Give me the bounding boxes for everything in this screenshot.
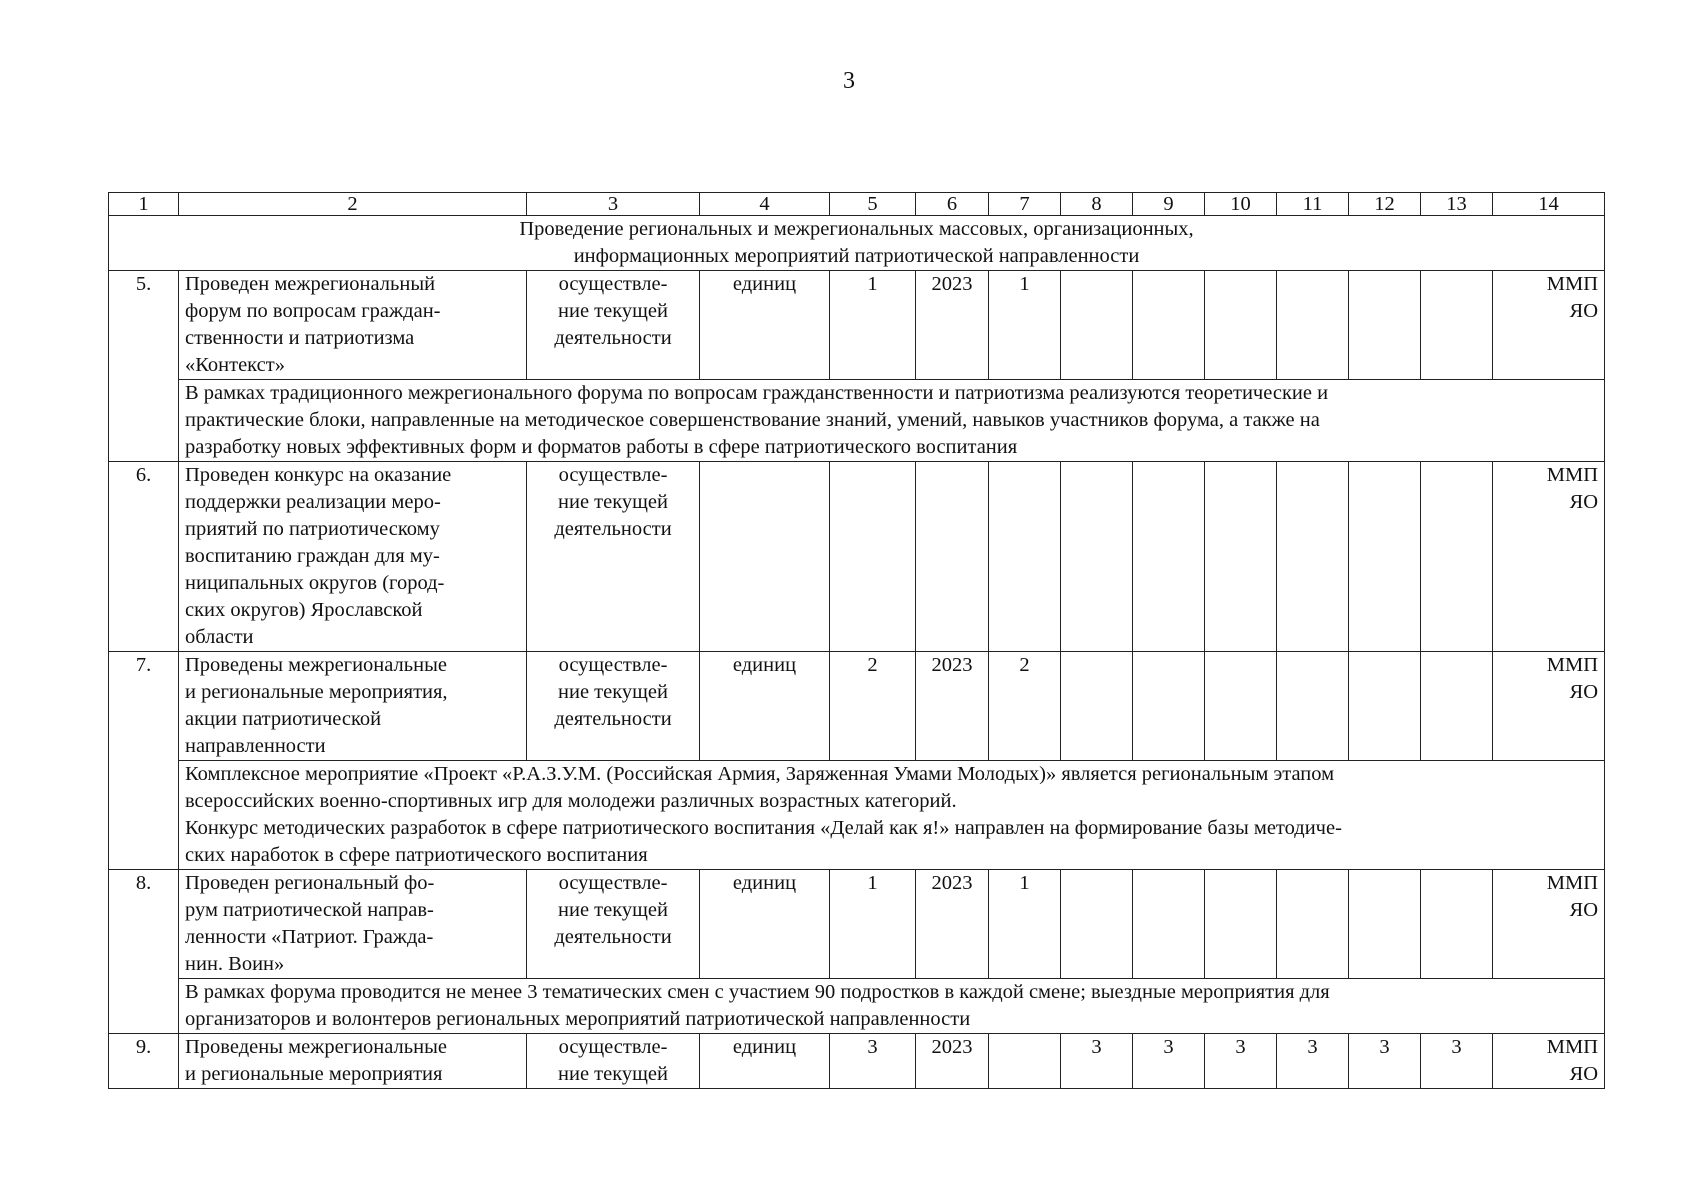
indicators-table: [108, 192, 1605, 1089]
value-c12: [1349, 652, 1421, 761]
indicator-name-line: Проведены межрегиональные: [185, 654, 447, 676]
value-c7: [989, 1034, 1061, 1089]
indicator-name-line: форум по вопросам граждан-: [185, 300, 441, 322]
indicator-name-line: ских округов) Ярославской: [185, 599, 423, 621]
indicator-name-line: области: [185, 626, 254, 648]
section-title-line: Проведение региональных и межрегиональных массовых, организационных,: [519, 218, 1194, 240]
header-cell-8: 8: [1061, 193, 1133, 216]
value-c12: 3: [1349, 1034, 1421, 1089]
responsible: [1493, 652, 1605, 761]
responsible-line: ММП: [1546, 1036, 1598, 1058]
row-note-line: практические блоки, направленные на методическое совершенствование знаний, умений, навыков участников форума, а также на: [185, 409, 1320, 431]
indicator-name-line: ственности и патриотизма: [185, 327, 415, 349]
row-note-line: Комплексное мероприятие «Проект «Р.А.З.У.М. (Российская Армия, Заряженная Умами Молодых)» является региональным этапом: [185, 763, 1335, 785]
indicator-name-line: Проведен региональный фо-: [185, 872, 435, 894]
value-c5: [830, 462, 916, 652]
unit: единиц: [700, 1034, 830, 1089]
indicator-name-line: Проведены межрегиональные: [185, 1036, 447, 1058]
value-c5: 1: [830, 870, 916, 979]
funding-source-line: осуществле-: [558, 273, 668, 295]
indicator-name: [179, 271, 527, 380]
funding-source-line: ние текущей: [558, 300, 668, 322]
value-c5: 1: [830, 271, 916, 380]
page-number: 3: [843, 68, 855, 94]
value-c8: [1061, 652, 1133, 761]
table-row: [109, 870, 1605, 979]
header-row: [109, 193, 1605, 216]
funding-source-line: осуществле-: [558, 654, 668, 676]
value-c13: [1421, 462, 1493, 652]
section-row: [109, 216, 1605, 271]
row-note: [179, 761, 1605, 870]
responsible: [1493, 271, 1605, 380]
value-c9: [1133, 271, 1205, 380]
value-c12: [1349, 271, 1421, 380]
responsible-line: ММП: [1546, 872, 1598, 894]
unit: [700, 462, 830, 652]
value-c6: 2023: [916, 652, 989, 761]
responsible: [1493, 462, 1605, 652]
value-c11: [1277, 462, 1349, 652]
row-note: [179, 380, 1605, 462]
indicator-name-line: Проведен конкурс на оказание: [185, 464, 452, 486]
unit: единиц: [700, 652, 830, 761]
value-c9: [1133, 652, 1205, 761]
funding-source: [527, 462, 700, 652]
header-cell-7: 7: [989, 193, 1061, 216]
header-cell-14: 14: [1493, 193, 1605, 216]
row-note-line: ских наработок в сфере патриотического воспитания: [185, 844, 648, 866]
value-c6: [916, 462, 989, 652]
value-c13: [1421, 652, 1493, 761]
indicator-name-line: поддержки реализации меро-: [185, 491, 441, 513]
header-cell-10: 10: [1205, 193, 1277, 216]
funding-source-line: ние текущей: [558, 1063, 668, 1085]
value-c8: [1061, 462, 1133, 652]
funding-source: [527, 1034, 700, 1089]
indicator-name: [179, 870, 527, 979]
row-note-line: разработку новых эффективных форм и форматов работы в сфере патриотического воспитания: [185, 436, 1018, 458]
row-note-line: организаторов и волонтеров региональных мероприятий патриотической направленности: [185, 1008, 971, 1030]
indicator-name-line: ленности «Патриот. Гражда-: [185, 926, 434, 948]
value-c13: 3: [1421, 1034, 1493, 1089]
value-c13: [1421, 271, 1493, 380]
indicator-name-line: нин. Воин»: [185, 953, 285, 975]
indicator-name-line: и региональные мероприятия: [185, 1063, 443, 1085]
funding-source-line: деятельности: [554, 708, 672, 730]
value-c8: [1061, 870, 1133, 979]
header-cell-12: 12: [1349, 193, 1421, 216]
indicator-name-line: акции патриотической: [185, 708, 382, 730]
header-cell-1: 1: [109, 193, 179, 216]
funding-source: [527, 652, 700, 761]
responsible: [1493, 870, 1605, 979]
funding-source-line: деятельности: [554, 518, 672, 540]
responsible-line: ЯО: [1569, 1063, 1598, 1085]
value-c9: [1133, 870, 1205, 979]
row-note: [179, 979, 1605, 1034]
indicator-name-line: «Контекст»: [185, 354, 285, 376]
funding-source-line: ние текущей: [558, 491, 668, 513]
table-row: [109, 271, 1605, 380]
indicator-name: [179, 1034, 527, 1089]
header-cell-6: 6: [916, 193, 989, 216]
value-c7: 2: [989, 652, 1061, 761]
value-c11: [1277, 870, 1349, 979]
table-row: [109, 1034, 1605, 1089]
funding-source-line: ние текущей: [558, 681, 668, 703]
note-row: [109, 380, 1605, 462]
row-number: 9.: [109, 1034, 179, 1089]
header-cell-3: 3: [527, 193, 700, 216]
value-c8: [1061, 271, 1133, 380]
value-c9: [1133, 462, 1205, 652]
header-cell-2: 2: [179, 193, 527, 216]
value-c5: 2: [830, 652, 916, 761]
value-c11: [1277, 652, 1349, 761]
value-c10: [1205, 271, 1277, 380]
value-c12: [1349, 462, 1421, 652]
funding-source-line: осуществле-: [558, 872, 668, 894]
row-number: 8.: [109, 870, 179, 1034]
value-c7: 1: [989, 271, 1061, 380]
indicator-name-line: и региональные мероприятия,: [185, 681, 448, 703]
responsible-line: ЯО: [1569, 491, 1598, 513]
header-cell-11: 11: [1277, 193, 1349, 216]
section-title: [109, 216, 1605, 271]
section-title-line: информационных мероприятий патриотической направленности: [573, 245, 1140, 267]
row-note-line: Конкурс методических разработок в сфере патриотического воспитания «Делай как я!» направлен на формирование базы методиче-: [185, 817, 1342, 839]
responsible-line: ММП: [1546, 464, 1598, 486]
row-note-line: всероссийских военно-спортивных игр для молодежи различных возрастных категорий.: [185, 790, 957, 812]
unit: единиц: [700, 870, 830, 979]
value-c10: [1205, 652, 1277, 761]
header-cell-5: 5: [830, 193, 916, 216]
table-row: [109, 462, 1605, 652]
header-cell-4: 4: [700, 193, 830, 216]
indicator-name: [179, 652, 527, 761]
funding-source-line: осуществле-: [558, 464, 668, 486]
funding-source-line: деятельности: [554, 926, 672, 948]
responsible-line: ЯО: [1569, 899, 1598, 921]
header-cell-13: 13: [1421, 193, 1493, 216]
value-c10: [1205, 462, 1277, 652]
row-note-line: В рамках форума проводится не менее 3 тематических смен с участием 90 подростков в каждой смене; выездные мероприятия для: [185, 981, 1330, 1003]
funding-source-line: ние текущей: [558, 899, 668, 921]
value-c10: 3: [1205, 1034, 1277, 1089]
funding-source-line: осуществле-: [558, 1036, 668, 1058]
responsible-line: ММП: [1546, 273, 1598, 295]
value-c9: 3: [1133, 1034, 1205, 1089]
funding-source-line: деятельности: [554, 327, 672, 349]
indicator-name-line: приятий по патриотическому: [185, 518, 440, 540]
value-c6: 2023: [916, 870, 989, 979]
value-c10: [1205, 870, 1277, 979]
funding-source: [527, 870, 700, 979]
row-number: 5.: [109, 271, 179, 462]
responsible-line: ММП: [1546, 654, 1598, 676]
note-row: [109, 979, 1605, 1034]
value-c8: 3: [1061, 1034, 1133, 1089]
responsible: [1493, 1034, 1605, 1089]
responsible-line: ЯО: [1569, 300, 1598, 322]
value-c13: [1421, 870, 1493, 979]
value-c11: 3: [1277, 1034, 1349, 1089]
note-row: [109, 761, 1605, 870]
indicator-name: [179, 462, 527, 652]
value-c7: [989, 462, 1061, 652]
value-c5: 3: [830, 1034, 916, 1089]
unit: единиц: [700, 271, 830, 380]
header-cell-9: 9: [1133, 193, 1205, 216]
responsible-line: ЯО: [1569, 681, 1598, 703]
row-number: 6.: [109, 462, 179, 652]
value-c7: 1: [989, 870, 1061, 979]
indicator-name-line: ниципальных округов (город-: [185, 572, 445, 594]
value-c6: 2023: [916, 1034, 989, 1089]
row-note-line: В рамках традиционного межрегионального форума по вопросам гражданственности и патриотизма реализуются теоретические и: [185, 382, 1329, 404]
value-c11: [1277, 271, 1349, 380]
row-number: 7.: [109, 652, 179, 870]
table-row: [109, 652, 1605, 761]
value-c12: [1349, 870, 1421, 979]
funding-source: [527, 271, 700, 380]
indicator-name-line: воспитанию граждан для му-: [185, 545, 440, 567]
indicator-name-line: направленности: [185, 735, 326, 757]
indicator-name-line: рум патриотической направ-: [185, 899, 434, 921]
value-c6: 2023: [916, 271, 989, 380]
indicator-name-line: Проведен межрегиональный: [185, 273, 436, 295]
